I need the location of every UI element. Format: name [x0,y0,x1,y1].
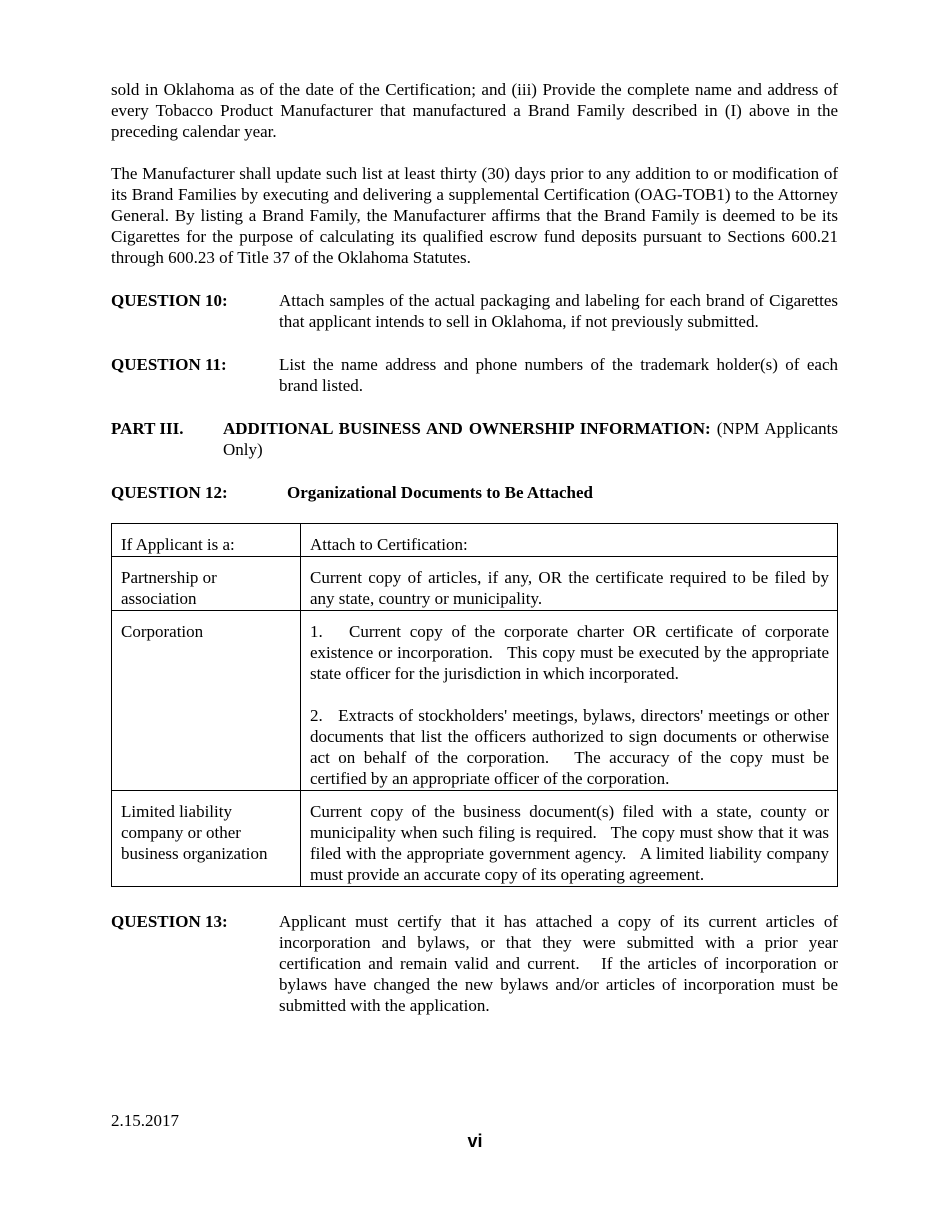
table-header-cell: Attach to Certification: [301,524,838,557]
table-row [112,557,838,611]
attachment-cell [301,611,838,791]
attachment-item-1: 1. Current copy of the corporate charter OR certificate of corporate existence or incorporation. This copy must be executed by the appropriate state officer for the jurisdiction in which incorporated. [310,622,834,683]
applicant-type-cell: Limited liability company or other business organization [112,791,301,887]
part-3-text [223,418,838,460]
table-row [112,791,838,887]
table-header-cell: If Applicant is a: [112,524,301,557]
paragraph-update-list: The Manufacturer shall update such list at least thirty (30) days prior to any addition to or modification of its Brand Families by executing and delivering a supplemental Certification (OAG-TOB1) to the Attorney General. By listing a Brand Family, the Manufacturer affirms that the Brand Family is deemed to be its Cigarettes for the purpose of calculating its qualified escrow fund deposits pursuant to Sections 600.21 through 600.23 of Title 37 of the Oklahoma Statutes. [111,164,838,267]
part-3-heading [111,418,838,460]
part-3-note: (NPM Applicants Only) [223,419,838,459]
document-page [111,79,843,1016]
question-10-text: Attach samples of the actual packaging and labeling for each brand of Cigarettes that applicant intends to sell in Oklahoma, if not previously submitted. [279,291,838,331]
question-12 [111,482,838,503]
paragraph-brand-families: sold in Oklahoma as of the date of the Certification; and (iii) Provide the complete name and address of every Tobacco Product Manufacturer that manufactured a Brand Family described in (I) above in the preceding calendar year. [111,80,838,141]
question-13-label: QUESTION 13: [111,912,228,931]
page-number: vi [467,1131,483,1151]
revision-date: 2.15.2017 [111,1111,179,1130]
applicant-type-cell: Corporation [112,611,301,791]
applicant-type-cell: Partnership or association [112,557,301,611]
attachment-cell: Current copy of the business document(s) filed with a state, county or municipality when such filing is required. The copy must show that it was filed with the appropriate government agency. A limited liability company must provide an accurate copy of its operating agreement. [301,791,838,887]
part-3-title: ADDITIONAL BUSINESS AND OWNERSHIP INFORMATION: [223,419,711,438]
question-10 [111,290,838,332]
question-11-label: QUESTION 11: [111,355,227,374]
question-13-text: Applicant must certify that it has attached a copy of its current articles of incorporation and bylaws, or that they were submitted with a prior year certification and remain valid and current. If the articles of incorporation or bylaws have changed the new bylaws and/or articles of incorporation must be submitted with the application. [279,912,843,1015]
question-13 [111,911,843,1016]
organizational-documents-table [111,523,838,887]
table-row [112,611,838,791]
question-12-label: QUESTION 12: [111,483,228,502]
part-3-label: PART III. [111,419,184,438]
question-11-text: List the name address and phone numbers of the trademark holder(s) of each brand listed. [279,355,838,395]
question-12-title: Organizational Documents to Be Attached [287,483,593,502]
attachment-item-2: 2. Extracts of stockholders' meetings, bylaws, directors' meetings or other documents that list the officers authorized to sign documents or otherwise act on behalf of the corporation. The accuracy of the copy must be certified by an appropriate officer of the corporation. [310,706,834,788]
question-11 [111,354,838,396]
attachment-cell: Current copy of articles, if any, OR the certificate required to be filed by any state, country or municipality. [301,557,838,611]
question-10-label: QUESTION 10: [111,291,228,310]
table-header-row [112,524,838,557]
